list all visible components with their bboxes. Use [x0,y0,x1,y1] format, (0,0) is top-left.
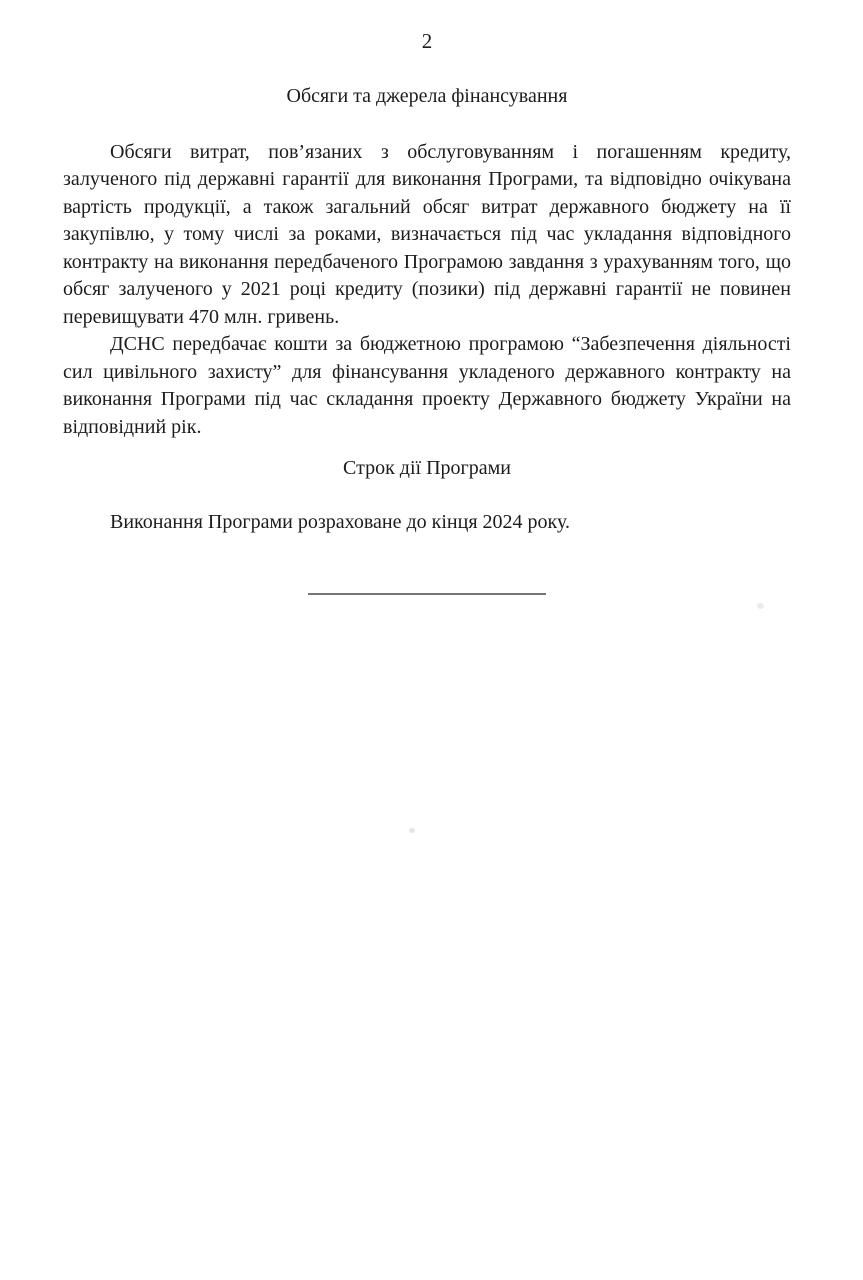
section-heading-financing: Обсяги та джерела фінансування [286,85,568,107]
section-heading-term: Строк дії Програми [343,457,511,479]
paragraph-term-1: Виконання Програми розраховане до кінця 2024 року. [110,510,570,533]
paragraph-financing-2: ДСНС передбачає кошти за бюджетною програмою “Забезпечення діяльності сил цивільного захисту” для фінансування укладеного державного контракту на виконання Програми під час складання проекту Державного бюджету України на відповідний рік. [63,333,791,438]
paragraph-financing-1: Обсяги витрат, пов’язаних з обслуговуванням і погашенням кредиту, залученого під державні гарантії для виконання Програми, та відповідно очікувана вартість продукції, а також загальний обсяг витрат державного бюджету на її закупівлю, у тому числі за роками, визначається під час укладання відповідного контракту на виконання передбаченого Програмою завдання з урахуванням того, що обсяг залученого у 2021 році кредиту (позики) під державні гарантії не повинен перевищувати 470 млн. гривень. [63,140,791,328]
separator-line [308,593,546,595]
page-number: 2 [421,29,433,53]
